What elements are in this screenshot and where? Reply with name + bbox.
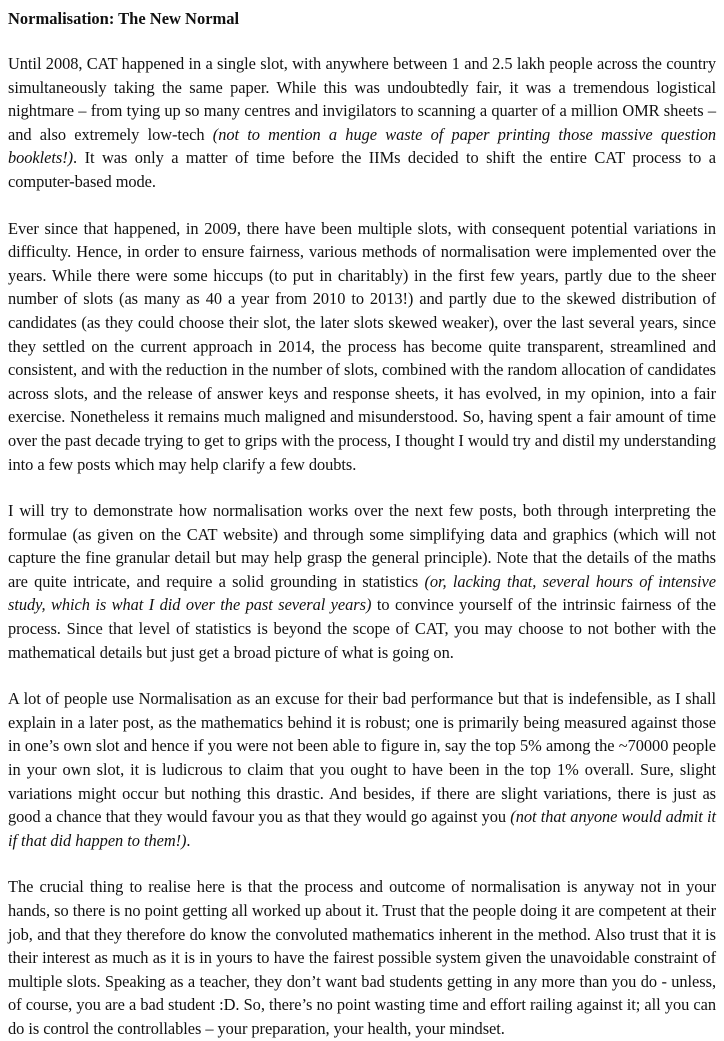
- paragraph-3-text-2: to convince yourself of the intrinsic fairness of the process. Since that level of statistics is beyond the scope of CAT, you may choose to not bother with the mathematical details but just get a broad picture of what is going on.: [8, 595, 716, 662]
- paragraph-1-text-2: . It was only a matter of time before the IIMs decided to shift the entire CAT process to a computer-based mode.: [8, 148, 716, 191]
- paragraph-3: [8, 499, 716, 664]
- paragraph-2-text-1: Ever since that happened, in 2009, there have been multiple slots, with consequent potential variations in difficulty. Hence, in order to ensure fairness, various methods of normalisation were implemented over the years. While there were some hiccups (to put in charitably) in the first few years, partly due to the sheer number of slots (as many as 40 a year from 2010 to 2013!) and partly due to the skewed distribution of candidates (as they could choose their slot, the later slots skewed weaker), over the last several years, since they settled on the current approach in 2014, the process has become quite transparent, streamlined and consistent, and with the reduction in the number of slots, combined with the random allocation of candidates across slots, and the release of answer keys and response sheets, it has evolved, in my opinion, into a fair exercise. Nonetheless it remains much maligned and misunderstood. So, having spent a fair amount of time over the past decade trying to get to grips with the process, I thought I would try and distil my understanding into a few posts which may help clarify a few doubts.: [8, 218, 716, 474]
- paragraph-5-text-1: The crucial thing to realise here is that the process and outcome of normalisation is anyway not in your hands, so there is no point getting all worked up about it. Trust that the people doing it are competent at their job, and that they therefore do know the convoluted mathematics inherent in the method. Also trust that it is their interest as much as it is in yours to have the fairest possible system given the unavoidable constraint of multiple slots. Speaking as a teacher, they don’t want bad students getting in any more than you do - unless, of course, you are a bad student :D. So, there’s no point wasting time and effort railing against it; all you can do is control the controllables – your preparation, your health, your mindset.: [8, 877, 716, 1038]
- document-title: Normalisation: The New Normal: [8, 9, 240, 28]
- paragraph-4-text-2: .: [186, 830, 191, 850]
- paragraph-3-text-1: I will try to demonstrate how normalisation works over the next few posts, both through interpreting the formulae (as given on the CAT website) and through some simplifying data and graphics (which will not capture the fine granular detail but may help grasp the general principle). Note that the details of the maths are quite intricate, and require a solid grounding in statistics: [8, 501, 716, 591]
- paragraph-2: [8, 217, 716, 477]
- paragraph-1: [8, 52, 716, 194]
- paragraph-3-italic-aside: (or, lacking that, several hours of intensive study, which is what I did over the past several years): [8, 571, 716, 615]
- paragraph-5: [8, 875, 716, 1040]
- paragraph-4-text-1: A lot of people use Normalisation as an excuse for their bad performance but that is indefensible, as I shall explain in a later post, as the mathematics behind it is robust; one is primarily being measured against those in one’s own slot and hence if you were not been able to figure in, say the top 5% among the ~70000 people in your own slot, it is ludicrous to claim that you ought to have been in the top 1% overall. Sure, slight variations might occur but nothing this drastic. And besides, if there are slight variations, there is just as good a chance that they would favour you as that they would go against you: [8, 689, 716, 827]
- paragraph-1-italic-aside: (not to mention a huge waste of paper printing those massive question booklets!): [8, 124, 716, 168]
- paragraph-4-italic-aside: (not that anyone would admit it if that did happen to them!): [8, 807, 717, 850]
- paragraph-1-text-1: Until 2008, CAT happened in a single slot, with anywhere between 1 and 2.5 lakh people across the country simultaneously taking the same paper. While this was undoubtedly fair, it was a tremendous logistical nightmare – from tying up so many centres and invigilators to scanning a quarter of a million OMR sheets – and also extremely low-tech: [8, 54, 716, 144]
- paragraph-4: [8, 687, 716, 852]
